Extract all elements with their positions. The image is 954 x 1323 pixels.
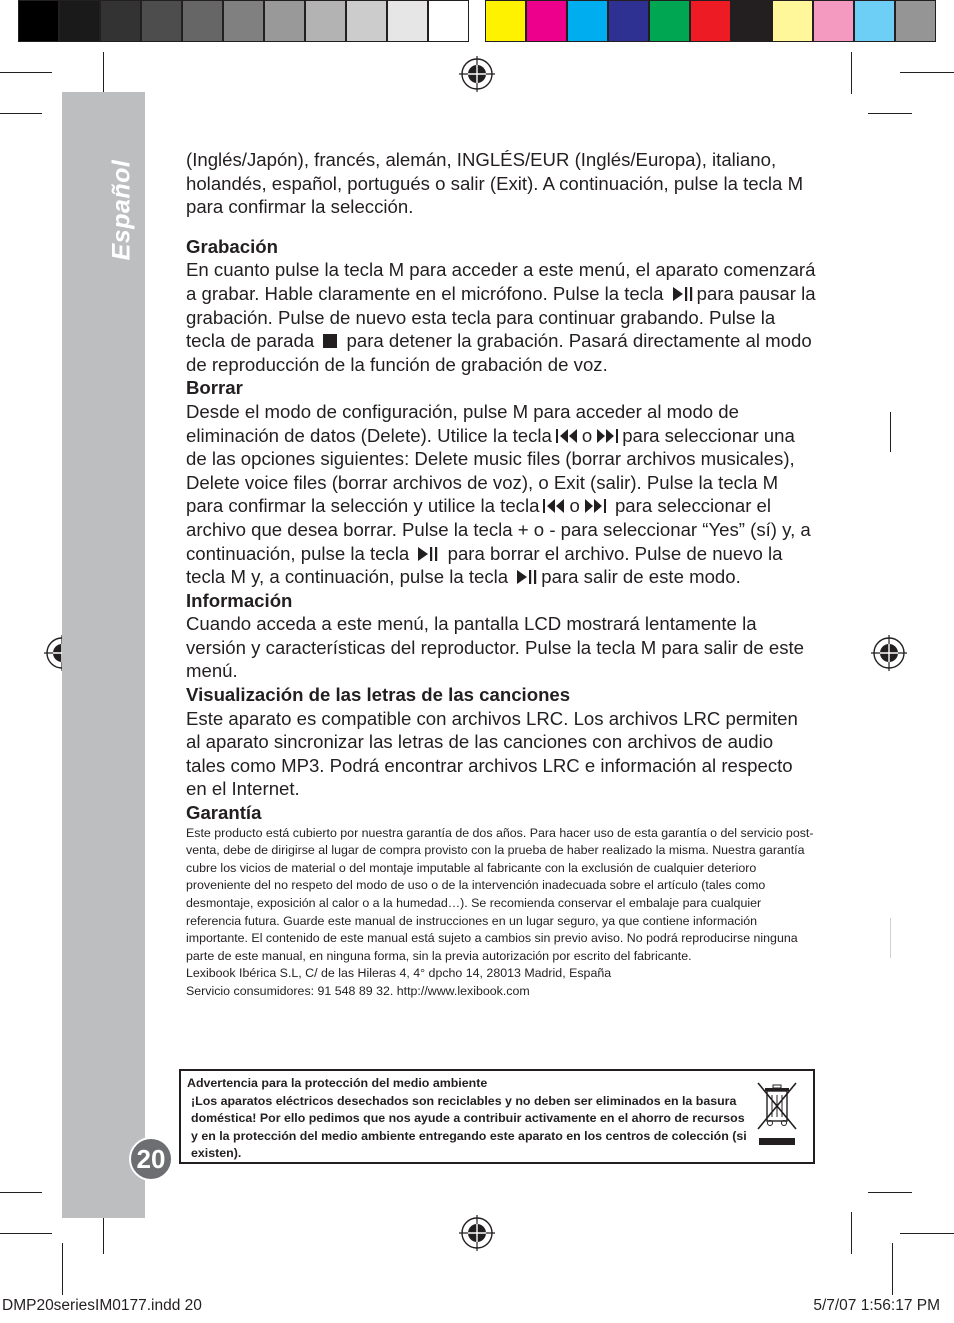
color-swatch <box>485 0 526 42</box>
color-swatch <box>690 0 731 42</box>
color-swatch <box>526 0 567 42</box>
stop-icon <box>322 333 338 349</box>
registration-mark-icon <box>459 1215 495 1251</box>
text: En cuanto pulse la tecla M para acceder a este menú, el aparato comenzará a grabar. Hable claramente en el micrófono. Pulse la tecla <box>186 259 816 304</box>
text: para pausar la grabación. Pulse de nuevo esta tecla para continuar grabando. Pulse la tecla de parada <box>186 282 816 352</box>
color-swatch <box>813 0 854 42</box>
text: para borrar el archivo. Pulse de nuevo la tecla M y, a continuación, pulse la tecla <box>186 542 783 588</box>
color-swatch <box>141 0 182 42</box>
heading-informacion: Información <box>186 589 293 611</box>
file-slug: DMP20seriesIM0177.indd 20 <box>2 1297 202 1314</box>
color-swatch <box>18 0 59 42</box>
environment-notice-box <box>179 1069 815 1164</box>
color-swatch <box>428 0 469 42</box>
language-sidebar <box>62 92 145 1218</box>
paragraph-borrar <box>186 400 816 589</box>
color-swatch <box>182 0 223 42</box>
color-swatch <box>854 0 895 42</box>
color-swatch <box>649 0 690 42</box>
skip-forward-icon <box>583 498 607 514</box>
manual-content <box>186 148 816 1001</box>
color-swatch <box>608 0 649 42</box>
date-slug: 5/7/07 1:56:17 PM <box>813 1297 940 1314</box>
skip-back-icon <box>555 428 579 444</box>
page-number: 20 <box>129 1137 173 1181</box>
registration-mark-icon <box>871 635 907 671</box>
skip-back-icon <box>542 498 566 514</box>
color-swatch <box>100 0 141 42</box>
paragraph-garantia: Este producto está cubierto por nuestra garantía de dos años. Para hacer uso de esta garantía o del servicio post-venta, debe de dirigirse al lugar de compra provisto con la prueba de haber realizado la misma. Nuestra garantía cubre los vicios de material o del montaje imputable al fabricante con la exclusión de cualquier deterioro proveniente del no respeto del modo de uso o de la intervención inadecuada sobre el artículo (tales como desmontaje, exposición al calor o a la humedad…). Se recomienda conservar el embalaje para cualquier referencia futura. Guarde este manual de instrucciones en un lugar seguro, ya que contiene información importante. El contenido de este manual está sujeto a cambios sin previo aviso. No podrá reproducirse ninguna parte de este manual, en ninguna forma, sin la previa autorización por escrito del fabricante. <box>186 825 814 963</box>
color-swatch <box>346 0 387 42</box>
color-swatch <box>731 0 772 42</box>
paragraph-letras: Este aparato es compatible con archivos LRC. Los archivos LRC permiten al aparato sincronizar las letras de las canciones con archivos de audio tales como MP3. Podrá encontrar archivos LRC e información al respecto en el Internet. <box>186 707 798 800</box>
color-swatch <box>895 0 936 42</box>
language-label: Español <box>107 159 136 261</box>
paragraph-informacion: Cuando acceda a este menú, la pantalla LCD mostrará lentamente la versión y características del reproductor. Pulse la tecla M para salir de este menú. <box>186 613 805 682</box>
color-swatch <box>567 0 608 42</box>
play-pause-icon <box>417 546 439 562</box>
color-swatch <box>772 0 813 42</box>
play-pause-icon <box>516 569 538 585</box>
play-pause-icon <box>672 286 694 302</box>
text: para seleccionar una de las opciones siguientes: Delete music files (borrar archivos musicales), Delete voice files (borrar archivos de voz), o Exit (salir). Pulse la tecla M para confirmar la selección y utilice la tecla <box>186 424 795 517</box>
or-word: o <box>569 495 580 517</box>
heading-borrar: Borrar <box>186 377 243 399</box>
color-swatch <box>59 0 100 42</box>
text: para detener la grabación. Pasará directamente al modo de reproducción de la función de grabación de voz. <box>186 330 812 375</box>
or-word: o <box>581 424 593 446</box>
paragraph-grabacion <box>186 258 816 376</box>
text: para seleccionar el archivo que desea borrar. Pulse la tecla + o - para seleccionar “Yes” (sí) y, a continuación, pulse la tecla <box>186 495 811 564</box>
color-swatch <box>305 0 346 42</box>
service-line: Servicio consumidores: 91 548 89 32. http://www.lexibook.com <box>186 983 530 998</box>
text: Desde el modo de configuración, pulse M para acceder al modo de eliminación de datos (Delete). Utilice la tecla <box>186 400 739 446</box>
text: para salir de este modo. <box>541 566 741 588</box>
address-line: Lexibook Ibérica S.L, C/ de las Hileras 4, 4° dpcho 14, 28013 Madrid, España <box>186 966 612 981</box>
heading-letras: Visualización de las letras de las canciones <box>186 684 571 706</box>
notice-title: Advertencia para la protección del medio ambiente <box>187 1076 488 1090</box>
heading-grabacion: Grabación <box>186 235 278 257</box>
notice-text: ¡Los aparatos eléctricos desechados son reciclables y no deben ser eliminados en la basura doméstica! Por ello pedimos que nos ayude a contribuir activamente en el ahorro de recursos y en la protección del medio ambiente entregando este aparato en los centros de colección (si existen). <box>191 1093 747 1160</box>
registration-mark-icon <box>459 56 495 92</box>
intro-paragraph: (Inglés/Japón), francés, alemán, INGLÉS/EUR (Inglés/Europa), italiano, holandés, español, portugués o salir (Exit). A continuación, pulse la tecla M para confirmar la selección. <box>186 149 804 218</box>
skip-forward-icon <box>595 428 619 444</box>
color-swatch <box>264 0 305 42</box>
color-swatch <box>387 0 428 42</box>
heading-garantia: Garantía <box>186 802 262 824</box>
crossed-bin-icon <box>755 1079 799 1147</box>
color-swatch <box>223 0 264 42</box>
